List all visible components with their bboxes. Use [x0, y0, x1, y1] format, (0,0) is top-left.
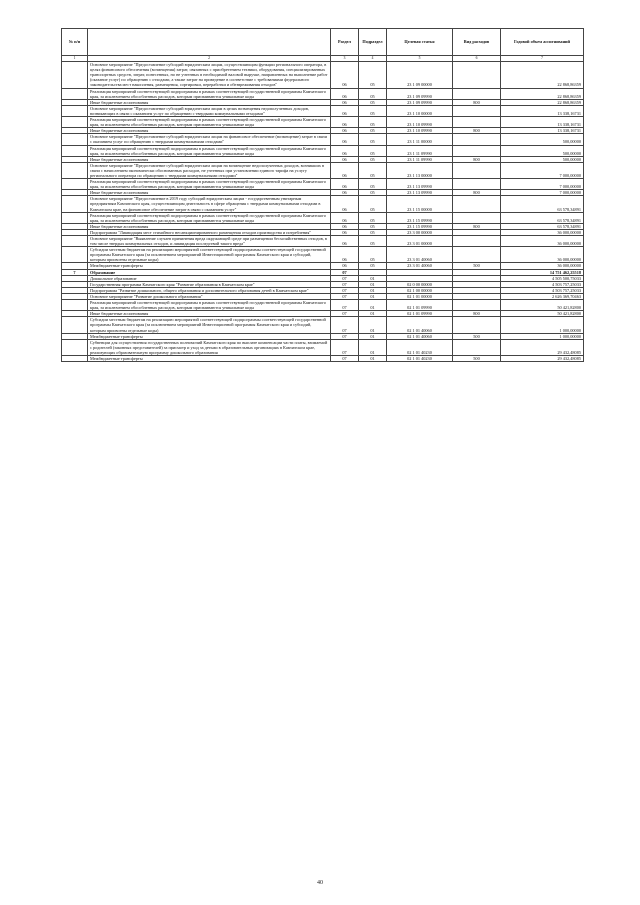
cell-number [62, 212, 88, 223]
cell-name: Иные бюджетные ассигнования [88, 156, 331, 162]
cell-subsection: 01 [359, 293, 387, 299]
cell-amount: 36 000,00000 [501, 263, 584, 269]
cell-number [62, 196, 88, 212]
page-number: 40 [317, 880, 323, 886]
cell-name: Основное мероприятие "Выявление случаев причинения вреда окружающей среде при размещении бесхозяйственных отходов, в том числе твердых коммунальных отходов, и ликвидация последствий такого вреда" [88, 236, 331, 247]
cell-name: Государственная программа Камчатского края "Развитие образования в Камчатском крае" [88, 281, 331, 287]
cell-target-article: 02 1 01 40230 [387, 355, 453, 361]
cell-amount: 29 432,48085 [501, 339, 584, 355]
cell-target-article: 02 0 00 00000 [387, 281, 453, 287]
cell-name: Реализация мероприятий соответствующей подпрограммы в рамках соответствующей государственной программы Камчатского края, за исключением обособленных расходов, которым присваиваются уникальные коды [88, 117, 331, 128]
table-row [62, 300, 584, 311]
cell-expense-type [453, 134, 501, 145]
cell-subsection: 05 [359, 247, 387, 263]
cell-target-article: 23 1 09 00000 [387, 62, 453, 88]
cell-target-article: 23 3 01 40060 [387, 263, 453, 269]
cell-section: 07 [331, 311, 359, 317]
cell-subsection: 05 [359, 128, 387, 134]
header-row [62, 29, 584, 56]
cell-expense-type: 500 [453, 333, 501, 339]
cell-section: 06 [331, 212, 359, 223]
cell-expense-type [453, 300, 501, 311]
cell-subsection: 05 [359, 117, 387, 128]
cell-amount: 7 000,00000 [501, 162, 584, 178]
budget-table [61, 28, 584, 362]
cell-target-article: 23 3 01 40060 [387, 247, 453, 263]
column-number: 5 [387, 56, 453, 62]
cell-subsection: 05 [359, 263, 387, 269]
table-row [62, 339, 584, 355]
cell-expense-type [453, 196, 501, 212]
cell-name: Реализация мероприятий соответствующей подпрограммы в рамках соответствующей государственной программы Камчатского края, за исключением обособленных расходов, которым присваиваются уникальные коды [88, 179, 331, 190]
cell-amount: 36 000,00000 [501, 247, 584, 263]
table-row [62, 196, 584, 212]
cell-target-article: 02 1 00 00000 [387, 287, 453, 293]
header-cell-target-article: Целевая статья [387, 29, 453, 56]
cell-expense-type [453, 62, 501, 88]
cell-section: 07 [331, 269, 359, 275]
cell-subsection: 05 [359, 223, 387, 229]
cell-target-article: 23 1 15 00000 [387, 196, 453, 212]
cell-amount: 14 751 462,25518 [501, 269, 584, 275]
cell-amount: 2 626 369,70463 [501, 293, 584, 299]
cell-section: 06 [331, 179, 359, 190]
cell-amount: 1 000,00000 [501, 317, 584, 333]
cell-name: Основное мероприятие "Развитие дошкольного образования" [88, 293, 331, 299]
cell-section: 07 [331, 355, 359, 361]
cell-amount: 500,00000 [501, 134, 584, 145]
cell-name: Основное мероприятие "Предоставление в 2019 году субсидий юридическим лицам - государственным унитарным предприятиям Камчатского края, осуществляющим деятельность в сфере обращения с твердыми коммунальными отходами в Камчатском крае, на финансовое обеспечение затрат в связи с оказанием услуг" [88, 196, 331, 212]
cell-expense-type [453, 339, 501, 355]
cell-expense-type [453, 162, 501, 178]
cell-expense-type [453, 117, 501, 128]
cell-target-article: 02 1 01 40060 [387, 317, 453, 333]
cell-name: Основное мероприятие "Предоставление субсидий юридическим лицам на возмещение недополученных доходов, возникших в связи с начислением экономически обоснованных расходов, не учтенных при установлении единого тарифа на услугу регионального оператора по обращению с твердыми коммунальными отходами" [88, 162, 331, 178]
column-number: 2 [88, 56, 331, 62]
cell-subsection: 01 [359, 355, 387, 361]
cell-section: 06 [331, 134, 359, 145]
cell-amount: 50 421,82800 [501, 300, 584, 311]
cell-section: 06 [331, 196, 359, 212]
column-number: 4 [359, 56, 387, 62]
column-number: 1 [62, 56, 88, 62]
cell-name: Иные бюджетные ассигнования [88, 311, 331, 317]
cell-subsection: 05 [359, 88, 387, 99]
cell-amount: 7 000,00000 [501, 179, 584, 190]
cell-expense-type [453, 247, 501, 263]
cell-section: 06 [331, 156, 359, 162]
header-cell-expense-type: Вид расходов [453, 29, 501, 56]
cell-amount: 1 000,00000 [501, 333, 584, 339]
cell-subsection: 05 [359, 162, 387, 178]
cell-target-article: 02 1 01 09990 [387, 311, 453, 317]
cell-name: Реализация мероприятий соответствующей подпрограммы в рамках соответствующей государственной программы Камчатского края, за исключением обособленных расходов, которым присваиваются уникальные коды [88, 212, 331, 223]
cell-amount: 4 503 757,25033 [501, 281, 584, 287]
cell-expense-type: 800 [453, 99, 501, 105]
header-cell-name [88, 29, 331, 56]
cell-number [62, 236, 88, 247]
cell-subsection: 05 [359, 156, 387, 162]
table-row [62, 62, 584, 88]
cell-section: 07 [331, 300, 359, 311]
cell-name: Реализация мероприятий соответствующей подпрограммы в рамках соответствующей государственной программы Камчатского края, за исключением обособленных расходов, которым присваиваются уникальные коды [88, 300, 331, 311]
cell-number [62, 162, 88, 178]
cell-amount: 13 338,16731 [501, 128, 584, 134]
cell-target-article: 23 3 00 00000 [387, 229, 453, 235]
column-number: 3 [331, 56, 359, 62]
cell-name: Межбюджетные трансферты [88, 263, 331, 269]
cell-number [62, 355, 88, 361]
cell-subsection: 05 [359, 134, 387, 145]
cell-target-article: 23 1 10 09990 [387, 128, 453, 134]
cell-amount: 4 503 757,25033 [501, 287, 584, 293]
cell-target-article: 23 1 13 09990 [387, 190, 453, 196]
cell-number [62, 134, 88, 145]
cell-target-article: 02 1 01 09990 [387, 300, 453, 311]
cell-name: Подпрограмма "Ликвидация мест стихийного несанкционированного размещения отходов производства и потребления" [88, 229, 331, 235]
cell-expense-type [453, 145, 501, 156]
cell-amount: 13 338,16731 [501, 105, 584, 116]
cell-name: Образование [88, 269, 331, 275]
table-row [62, 212, 584, 223]
cell-amount: 22 868,86359 [501, 99, 584, 105]
cell-section: 06 [331, 88, 359, 99]
cell-target-article: 23 1 13 09990 [387, 179, 453, 190]
table-row [62, 117, 584, 128]
cell-number [62, 88, 88, 99]
cell-target-article: 23 1 10 00000 [387, 105, 453, 116]
header-cell-annual-amount: Годовой объем ассигнований [501, 29, 584, 56]
cell-number [62, 317, 88, 333]
table-row [62, 88, 584, 99]
cell-expense-type: 500 [453, 355, 501, 361]
cell-section: 07 [331, 293, 359, 299]
cell-section: 07 [331, 275, 359, 281]
cell-number [62, 339, 88, 355]
cell-target-article: 23 1 09 09990 [387, 99, 453, 105]
cell-subsection: 05 [359, 212, 387, 223]
cell-amount: 4 505 500,75033 [501, 275, 584, 281]
cell-amount: 13 338,16731 [501, 117, 584, 128]
cell-name: Межбюджетные трансферты [88, 333, 331, 339]
header-cell-section: Раздел [331, 29, 359, 56]
table-row [62, 236, 584, 247]
table-row [62, 247, 584, 263]
cell-target-article: 23 3 01 00000 [387, 236, 453, 247]
cell-expense-type: 800 [453, 156, 501, 162]
table-row [62, 179, 584, 190]
cell-subsection: 05 [359, 196, 387, 212]
cell-section: 06 [331, 236, 359, 247]
cell-subsection: 01 [359, 275, 387, 281]
cell-section: 06 [331, 105, 359, 116]
cell-expense-type [453, 236, 501, 247]
cell-name: Основное мероприятие "Предоставление субсидий юридическим лицам в целях возмещения недополученных доходов, возникающих в связи с оказанием услуг по обращению с твердыми коммунальными отходами" [88, 105, 331, 116]
cell-target-article: 02 1 01 00000 [387, 293, 453, 299]
cell-target-article: 23 1 09 09990 [387, 88, 453, 99]
table-row [62, 105, 584, 116]
cell-target-article: 02 1 01 40060 [387, 333, 453, 339]
cell-subsection: 01 [359, 281, 387, 287]
cell-subsection: 05 [359, 229, 387, 235]
cell-expense-type: 500 [453, 263, 501, 269]
cell-section: 06 [331, 190, 359, 196]
cell-section: 06 [331, 263, 359, 269]
cell-name: Основное мероприятие "Предоставление субсидий юридическим лицам на финансовое обеспечение (возмещение) затрат в связи с оказанием услуг по обращению с твердыми коммунальными отходами" [88, 134, 331, 145]
cell-name: Основное мероприятие "Предоставление субсидий юридическим лицам, осуществляющим функции регионального оператора, в целях финансового обеспечения (возмещения) затрат, связанных с приобретением техники, оборудования, специализированных транспортных средств, затрат, понесенных, но не учтенных в необходимой валовой выручке, направленных на выполнение работ (оказание услуг) по обращению с отходами, а также затрат на приведение в соответствие с требованиями федерального законодательства мест накопления, размещения, сортировки, переработки и обезвреживания отходов" [88, 62, 331, 88]
cell-name: Подпрограмма "Развитие дошкольного, общего образования и дополнительного образования детей в Камчатском крае" [88, 287, 331, 293]
table-row [62, 134, 584, 145]
table-body [62, 62, 584, 362]
cell-number [62, 247, 88, 263]
cell-subsection: 05 [359, 105, 387, 116]
cell-target-article: 23 1 13 00000 [387, 162, 453, 178]
cell-amount: 36 000,00000 [501, 236, 584, 247]
cell-name: Реализация мероприятий соответствующей подпрограммы в рамках соответствующей государственной программы Камчатского края, за исключением обособленных расходов, которым присваиваются уникальные коды [88, 145, 331, 156]
cell-number [62, 117, 88, 128]
cell-subsection: 05 [359, 190, 387, 196]
cell-subsection: 05 [359, 145, 387, 156]
cell-section: 06 [331, 145, 359, 156]
cell-expense-type [453, 179, 501, 190]
cell-name: Иные бюджетные ассигнования [88, 128, 331, 134]
cell-section: 06 [331, 62, 359, 88]
cell-subsection: 05 [359, 179, 387, 190]
cell-number [62, 62, 88, 88]
cell-subsection: 01 [359, 300, 387, 311]
header-cell-subsection: Подраздел [359, 29, 387, 56]
cell-section: 07 [331, 317, 359, 333]
cell-expense-type: 800 [453, 311, 501, 317]
cell-target-article: 23 1 11 00000 [387, 134, 453, 145]
cell-section: 07 [331, 287, 359, 293]
cell-subsection: 05 [359, 62, 387, 88]
cell-amount: 22 868,86359 [501, 62, 584, 88]
cell-section: 06 [331, 247, 359, 263]
cell-target-article: 02 1 01 40230 [387, 339, 453, 355]
cell-expense-type [453, 212, 501, 223]
cell-expense-type: 800 [453, 190, 501, 196]
cell-name: Иные бюджетные ассигнования [88, 99, 331, 105]
cell-expense-type: 800 [453, 128, 501, 134]
cell-subsection: 01 [359, 339, 387, 355]
cell-name: Субвенции для осуществления государственных полномочий Камчатского края по выплате компенсации части платы, взимаемой с родителей (законных представителей) за присмотр и уход за детьми в образовательных организациях в Камчатском крае, реализующих образовательную программу дошкольного образования [88, 339, 331, 355]
column-number: 6 [453, 56, 501, 62]
cell-name: Иные бюджетные ассигнования [88, 190, 331, 196]
cell-name: Субсидии местным бюджетам на реализацию мероприятий соответствующей подпрограммы соответствующей государственной программы Камчатского края (за исключением мероприятий Инвестиционной программы Камчатского края и субсидий, которым присвоены отдельные коды) [88, 317, 331, 333]
cell-subsection: 05 [359, 236, 387, 247]
cell-target-article: 23 1 10 09990 [387, 117, 453, 128]
header-cell-number: № п/п [62, 29, 88, 56]
cell-section: 07 [331, 281, 359, 287]
cell-section: 07 [331, 333, 359, 339]
cell-target-article: 23 1 11 09990 [387, 156, 453, 162]
cell-section: 06 [331, 162, 359, 178]
cell-amount: 63 578,34891 [501, 196, 584, 212]
cell-amount: 500,00000 [501, 156, 584, 162]
cell-name: Субсидии местным бюджетам на реализацию мероприятий соответствующей подпрограммы соответствующей государственной программы Камчатского края (за исключением мероприятий Инвестиционной программы Камчатского края и субсидий, которым присвоены отдельные коды) [88, 247, 331, 263]
cell-subsection: 05 [359, 99, 387, 105]
column-number: 7 [501, 56, 584, 62]
cell-number [62, 105, 88, 116]
cell-subsection: 01 [359, 311, 387, 317]
cell-number [62, 145, 88, 156]
cell-subsection: 01 [359, 287, 387, 293]
cell-expense-type [453, 105, 501, 116]
cell-expense-type [453, 88, 501, 99]
cell-number: 7 [62, 269, 88, 275]
cell-section: 06 [331, 117, 359, 128]
cell-name: Межбюджетные трансферты [88, 355, 331, 361]
cell-amount: 22 868,86359 [501, 88, 584, 99]
cell-section: 06 [331, 99, 359, 105]
cell-section: 07 [331, 339, 359, 355]
cell-name: Дошкольное образование [88, 275, 331, 281]
table-row [62, 145, 584, 156]
cell-expense-type [453, 317, 501, 333]
cell-section: 06 [331, 223, 359, 229]
cell-amount: 500,00000 [501, 145, 584, 156]
cell-subsection: 01 [359, 333, 387, 339]
cell-section: 06 [331, 128, 359, 134]
cell-target-article: 23 1 15 09990 [387, 223, 453, 229]
cell-amount: 36 000,00000 [501, 229, 584, 235]
cell-amount: 50 421,82800 [501, 311, 584, 317]
table-row [62, 355, 584, 361]
cell-subsection: 01 [359, 317, 387, 333]
cell-amount: 63 578,34891 [501, 223, 584, 229]
table-row [62, 317, 584, 333]
cell-amount: 29 432,48085 [501, 355, 584, 361]
cell-section: 06 [331, 229, 359, 235]
cell-number [62, 300, 88, 311]
cell-expense-type: 800 [453, 223, 501, 229]
cell-number [62, 179, 88, 190]
cell-amount: 63 578,34891 [501, 212, 584, 223]
cell-amount: 7 000,00000 [501, 190, 584, 196]
cell-target-article: 23 1 11 09990 [387, 145, 453, 156]
cell-name: Иные бюджетные ассигнования [88, 223, 331, 229]
cell-target-article: 23 1 15 09990 [387, 212, 453, 223]
table-row [62, 162, 584, 178]
cell-name: Реализация мероприятий соответствующей подпрограммы в рамках соответствующей государственной программы Камчатского края, за исключением обособленных расходов, которым присваиваются уникальные коды [88, 88, 331, 99]
